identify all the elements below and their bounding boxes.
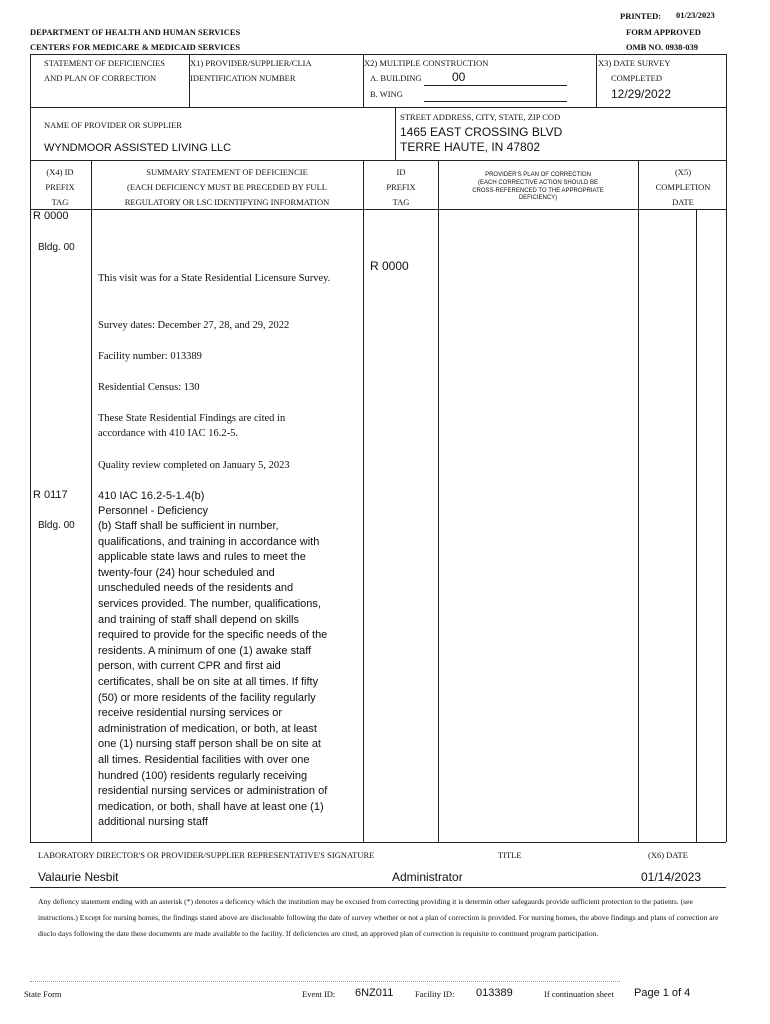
finding-paragraph-4: Residential Census: 130 xyxy=(98,382,200,393)
id-header-3: TAG xyxy=(392,197,410,207)
tag-r0000: R 0000 xyxy=(33,210,69,222)
printed-label: PRINTED: xyxy=(620,11,662,21)
signer-name: Valaurie Nesbit xyxy=(38,870,119,884)
tag-r0000-right: R 0000 xyxy=(370,259,409,273)
provider-name-value: WYNDMOOR ASSISTED LIVING LLC xyxy=(44,142,232,154)
building-value: 00 xyxy=(452,70,466,84)
x4-header-2: PREFIX xyxy=(45,182,75,192)
facility-id-value: 013389 xyxy=(476,987,513,999)
event-id-label: Event ID: xyxy=(302,989,336,999)
event-id-value: 6NZ011 xyxy=(355,987,394,999)
provider-name-label: NAME OF PROVIDER OR SUPPLIER xyxy=(44,120,182,130)
plan-header-4: DEFICIENCY) xyxy=(518,195,558,201)
date-survey-label: X3) DATE SURVEY xyxy=(598,58,671,68)
form-approved: FORM APPROVED xyxy=(626,27,701,37)
finding-paragraph-6: Quality review completed on January 5, 2023 xyxy=(98,460,290,471)
x5-header-1: (X5) xyxy=(674,167,692,177)
omb-number: OMB NO. 0938-039 xyxy=(626,42,699,52)
plan-header-2: (EACH CORRECTIVE ACTION SHOULD BE xyxy=(477,180,599,186)
summary-header-1: SUMMARY STATEMENT OF DEFICIENCIE xyxy=(146,167,308,177)
facility-id-label: Facility ID: xyxy=(415,989,455,999)
building-label: A. BUILDING xyxy=(370,73,422,83)
statement-label-2: AND PLAN OF CORRECTION xyxy=(44,73,157,83)
x5-header-2: COMPLETION xyxy=(655,182,711,192)
wing-label: B. WING xyxy=(370,89,403,99)
summary-header-3: REGULATORY OR LSC IDENTIFYING INFORMATION xyxy=(124,197,330,207)
summary-header-2: (EACH DEFICIENCY MUST BE PRECEDED BY FULL xyxy=(127,182,327,192)
x4-header-3: TAG xyxy=(51,197,69,207)
signature-label: LABORATORY DIRECTOR'S OR PROVIDER/SUPPLIER REPRESENTATIVE'S SIGNATURE xyxy=(38,850,375,860)
title-label: TITLE xyxy=(498,850,522,860)
department-title: DEPARTMENT OF HEALTH AND HUMAN SERVICES xyxy=(30,27,241,37)
signer-title: Administrator xyxy=(392,870,463,884)
date-survey-sublabel: COMPLETED xyxy=(611,73,662,83)
continuation-label: If continuation sheet xyxy=(544,989,614,999)
printed-date: 01/23/2023 xyxy=(676,10,715,20)
id-header-2: PREFIX xyxy=(386,182,416,192)
address-line-1: 1465 EAST CROSSING BLVD xyxy=(400,125,563,139)
deficiency-footnote: Any defiency statement ending with an asterisk (*) denotes a deficency which the institution may be excused from correcting providing it is determin other safegaurds provide sufficient protection to the patients. (see instructions.) Except for nursing homes, the findings stated above are disclosable following the date of survey whether or not a plan of correction is provided. For nursing homes, the above findings and plans of correction are disclo days following the date these documents are made available to the facility. If deficiencies are cited, an approved plan of correction is requisite to continued program participation. xyxy=(38,897,719,938)
x5-header-3: DATE xyxy=(672,197,694,207)
building-tag-1: Bldg. 00 xyxy=(38,242,75,253)
address-label: STREET ADDRESS, CITY, STATE, ZIP COD xyxy=(400,112,561,122)
statement-label-1: STATEMENT OF DEFICIENCIES xyxy=(44,58,166,68)
plan-header-3: CROSS-REFERENCED TO THE APPROPRIATE xyxy=(472,188,604,194)
date-label: (X6) DATE xyxy=(648,850,688,860)
state-form-label: State Form xyxy=(24,989,62,999)
multiple-construction-label: X2) MULTIPLE CONSTRUCTION xyxy=(364,58,489,68)
regulation-title: Personnel - Deficiency xyxy=(98,505,209,517)
regulation-text: (b) Staff shall be sufficient in number, qualifications, and training in accordance with applicable state laws and rules to meet the twenty-four (24) hour scheduled and unscheduled needs of the residents and services provided. The number, qualifications, and training of staff shall depend on skills required to provide for the specific needs of the residents. A minimum of one (1) awake staff person, with current CPR and first aid certificates, shall be on site at all times. If fifty (50) or more residents of the facility regularly receive residential nursing services or administration of medication, or both, at least one (1) nursing staff person shall be on site at all times. Residential facilities with over one hundred (100) residents regularly receiving residential nursing services or administration of medication, or both, shall have at least one (1) additional nursing staff xyxy=(98,520,328,829)
finding-paragraph-5: These State Residential Findings are cited in accordance with 410 IAC 16.2-5. xyxy=(98,413,286,439)
centers-title: CENTERS FOR MEDICARE & MEDICAID SERVICES xyxy=(30,42,241,52)
plan-header-1: PROVIDER'S PLAN OF CORRECTION xyxy=(485,172,591,178)
finding-paragraph-3: Facility number: 013389 xyxy=(98,351,202,362)
address-line-2: TERRE HAUTE, IN 47802 xyxy=(400,140,541,154)
id-header-1: ID xyxy=(396,167,406,177)
building-tag-2: Bldg. 00 xyxy=(38,520,75,531)
finding-paragraph-1: This visit was for a State Residential Licensure Survey. xyxy=(98,273,331,284)
regulation-citation: 410 IAC 16.2-5-1.4(b) xyxy=(98,490,205,502)
finding-paragraph-2: Survey dates: December 27, 28, and 29, 2022 xyxy=(98,320,290,331)
page-number: Page 1 of 4 xyxy=(634,987,691,999)
tag-r0117: R 0117 xyxy=(33,489,68,501)
date-survey-value: 12/29/2022 xyxy=(611,87,672,101)
x4-header-1: (X4) ID xyxy=(46,167,74,177)
provider-id-sublabel: IDENTIFICATION NUMBER xyxy=(190,73,296,83)
signature-date: 01/14/2023 xyxy=(641,870,702,884)
provider-id-label: X1) PROVIDER/SUPPLIER/CLIA xyxy=(190,58,312,68)
